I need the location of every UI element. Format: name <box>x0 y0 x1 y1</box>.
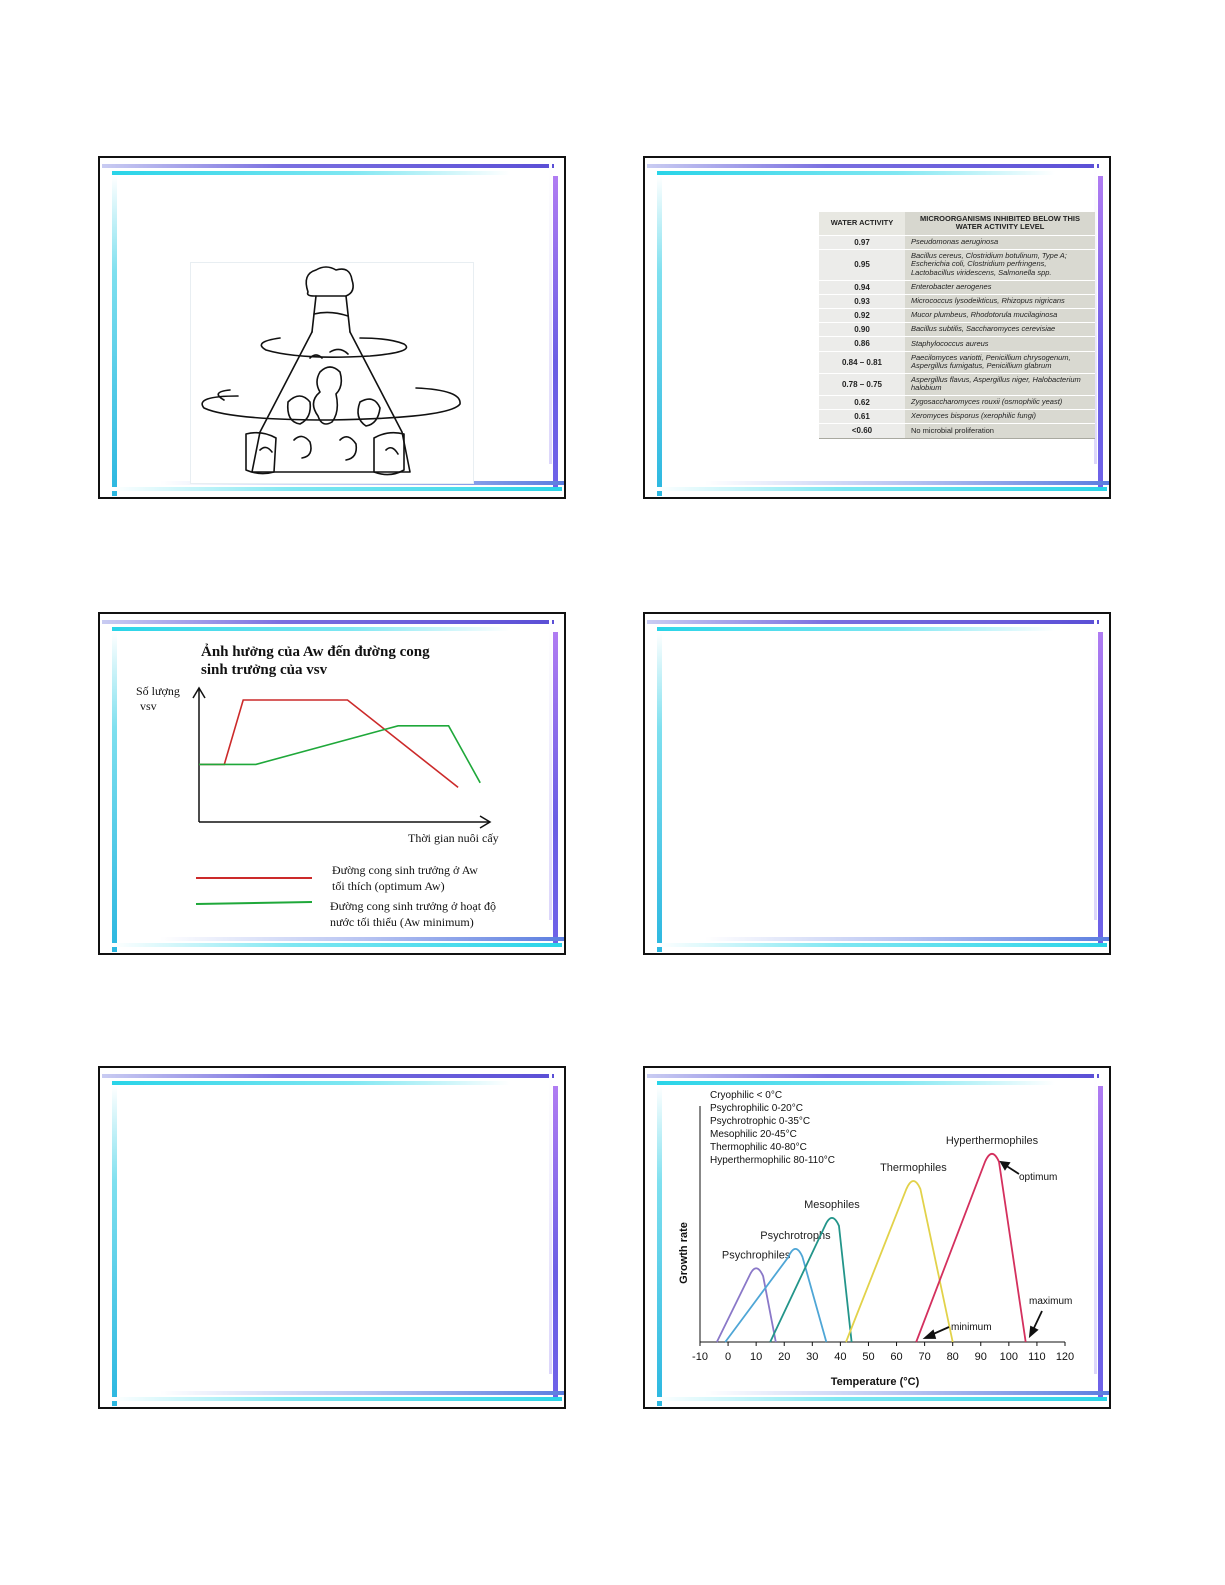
temperature-growth-chart <box>645 1068 1109 1407</box>
slide-decoration <box>647 164 1099 168</box>
minimum-annotation: minimum <box>951 1322 992 1333</box>
slide-5 <box>98 1066 566 1409</box>
x-axis-label: Thời gian nuôi cấy <box>408 831 499 845</box>
table-row <box>819 410 1095 424</box>
microorganisms-cell: No microbial proliferation <box>905 424 1095 438</box>
slide-6 <box>643 1066 1111 1409</box>
x-tick-label: 50 <box>862 1351 875 1363</box>
microorganisms-cell: Bacillus subtilis, Saccharomyces cerevisiae <box>905 323 1095 337</box>
water-activity-value: 0.95 <box>819 249 905 280</box>
slide-decoration <box>112 1397 562 1401</box>
slide-decoration <box>657 943 1107 947</box>
microorganisms-cell: Mucor plumbeus, Rhodotorula mucilaginosa <box>905 308 1095 322</box>
slide-decoration <box>102 1074 554 1078</box>
table-row <box>819 396 1095 410</box>
table-row <box>819 294 1095 308</box>
water-activity-value: 0.84 – 0.81 <box>819 351 905 373</box>
temperature-class-label: Mesophilic 20-45°C <box>710 1129 797 1140</box>
slide-decoration <box>1098 176 1103 488</box>
optimum-aw-growth-curve <box>199 700 458 787</box>
slide-decoration <box>657 627 1055 631</box>
series-label: Mesophiles <box>804 1198 860 1211</box>
slide-decoration <box>112 1086 117 1406</box>
maximum-arrow <box>1030 1311 1042 1336</box>
column-header-microorganisms: MICROORGANISMS INHIBITED BELOW THIS WATER ACTIVITY LEVEL <box>905 212 1095 235</box>
slide-decoration <box>705 937 1109 941</box>
x-tick-label: 120 <box>1055 1351 1075 1363</box>
flask-sketch-illustration <box>190 262 474 484</box>
table-row <box>819 308 1095 322</box>
x-tick-label: 70 <box>918 1351 931 1363</box>
slide-4 <box>643 612 1111 955</box>
slide-decoration <box>553 176 558 488</box>
slide-decoration <box>705 481 1109 485</box>
temperature-class-label: Cryophilic < 0°C <box>710 1090 783 1101</box>
microorganisms-cell: Zygosaccharomyces rouxii (osmophilic yeast) <box>905 396 1095 410</box>
water-activity-value: 0.78 – 0.75 <box>819 373 905 395</box>
slide-decoration <box>549 1074 552 1374</box>
table-row <box>819 280 1095 294</box>
microorganisms-cell: Bacillus cereus, Clostridium botulinum, Type A; Escherichia coli, Clostridium perfringens, Lactobacillus viridescens, Salmonella spp. <box>905 249 1095 280</box>
water-activity-value: 0.92 <box>819 308 905 322</box>
microorganisms-cell: Enterobacter aerogenes <box>905 280 1095 294</box>
water-activity-value: 0.61 <box>819 410 905 424</box>
legend-red-line-1: Đường cong sinh trưởng ở Aw <box>332 863 478 877</box>
series-label: Hyperthermophiles <box>945 1134 1039 1147</box>
temperature-class-label: Thermophilic 40-80°C <box>710 1142 807 1153</box>
slide-decoration <box>102 164 554 168</box>
table-row <box>819 373 1095 395</box>
slide-decoration <box>1094 620 1097 920</box>
x-tick-label: 0 <box>725 1351 732 1363</box>
x-tick-label: 30 <box>806 1351 819 1363</box>
maximum-annotation: maximum <box>1029 1296 1073 1307</box>
x-tick-label: 60 <box>890 1351 903 1363</box>
water-activity-value: 0.62 <box>819 396 905 410</box>
legend-green-line-2: nước tối thiểu (Aw minimum) <box>330 915 474 929</box>
chart-title-line-1: Ảnh hưởng của Aw đến đường cong <box>201 644 430 660</box>
aw-growth-curve-chart <box>100 614 564 953</box>
thermophiles-curve <box>846 1181 953 1342</box>
optimum-annotation: optimum <box>1019 1172 1058 1183</box>
slide-decoration <box>112 171 510 175</box>
x-tick-label: -10 <box>692 1351 708 1363</box>
slide-decoration <box>657 171 1055 175</box>
water-activity-value: 0.97 <box>819 235 905 249</box>
water-activity-value: 0.93 <box>819 294 905 308</box>
slide-decoration <box>549 164 552 464</box>
table-row <box>819 323 1095 337</box>
psychrophiles-curve <box>717 1268 776 1342</box>
x-axis-label: Temperature (°C) <box>830 1376 920 1388</box>
table-row <box>819 249 1095 280</box>
legend-red-line-2: tối thích (optimum Aw) <box>332 879 445 893</box>
table-header-row <box>819 212 1095 235</box>
y-axis-label-line-2: vsv <box>140 699 157 713</box>
slide-decoration <box>112 487 562 491</box>
microorganisms-cell: Staphylococcus aureus <box>905 337 1095 351</box>
series-label: Psychrophiles <box>721 1249 791 1262</box>
minimum-aw-growth-curve <box>199 726 480 783</box>
slide-3 <box>98 612 566 955</box>
slide-decoration <box>160 1391 564 1395</box>
column-header-water-activity: WATER ACTIVITY <box>819 212 905 235</box>
temperature-class-label: Psychrophilic 0-20°C <box>710 1103 803 1114</box>
x-tick-label: 80 <box>946 1351 959 1363</box>
table-row <box>819 351 1095 373</box>
water-activity-value: 0.90 <box>819 323 905 337</box>
table-row <box>819 235 1095 249</box>
microorganisms-cell: Paecilomyces variotti, Penicillium chrysogenum, Aspergillus fumigatus, Penicillium glabrum <box>905 351 1095 373</box>
legend-green-line-1: Đường cong sinh trưởng ở hoạt độ <box>330 899 497 913</box>
water-activity-value: <0.60 <box>819 424 905 438</box>
series-label: Thermophiles <box>880 1161 947 1174</box>
x-tick-label: 40 <box>834 1351 847 1363</box>
temperature-class-label: Psychrotrophic 0-35°C <box>710 1116 811 1127</box>
minimum-arrow <box>925 1327 949 1338</box>
temperature-class-label: Hyperthermophilic 80-110°C <box>710 1155 835 1166</box>
y-axis-label-line-1: Số lượng <box>136 684 180 698</box>
microorganisms-cell: Xeromyces bisporus (xerophilic fungi) <box>905 410 1095 424</box>
slide-decoration <box>657 487 1107 491</box>
microorganisms-cell: Aspergillus flavus, Aspergillus niger, Halobacterium halobium <box>905 373 1095 395</box>
table-row <box>819 424 1095 438</box>
slide-2 <box>643 156 1111 499</box>
x-tick-label: 100 <box>999 1351 1019 1363</box>
microorganisms-cell: Micrococcus lysodeikticus, Rhizopus nigricans <box>905 294 1095 308</box>
y-axis-label: Growth rate <box>678 1222 690 1284</box>
chart-title-line-2: sinh trưởng của vsv <box>201 662 328 678</box>
microorganisms-cell: Pseudomonas aeruginosa <box>905 235 1095 249</box>
table-row <box>819 337 1095 351</box>
water-activity-value: 0.94 <box>819 280 905 294</box>
series-label: Psychrotrophs <box>760 1229 831 1242</box>
slide-decoration <box>553 1086 558 1398</box>
optimum-arrow <box>1001 1162 1019 1174</box>
slide-decoration <box>657 176 662 496</box>
water-activity-table <box>819 212 1095 439</box>
slide-decoration <box>647 620 1099 624</box>
x-tick-label: 20 <box>778 1351 791 1363</box>
slide-decoration <box>112 1081 510 1085</box>
slide-decoration <box>657 632 662 952</box>
water-activity-value: 0.86 <box>819 337 905 351</box>
slide-decoration <box>1098 632 1103 944</box>
x-tick-label: 90 <box>974 1351 987 1363</box>
slide-1 <box>98 156 566 499</box>
slide-decoration <box>112 176 117 496</box>
x-tick-label: 10 <box>750 1351 763 1363</box>
legend-swatch-green <box>196 902 312 904</box>
x-tick-label: 110 <box>1028 1351 1046 1363</box>
